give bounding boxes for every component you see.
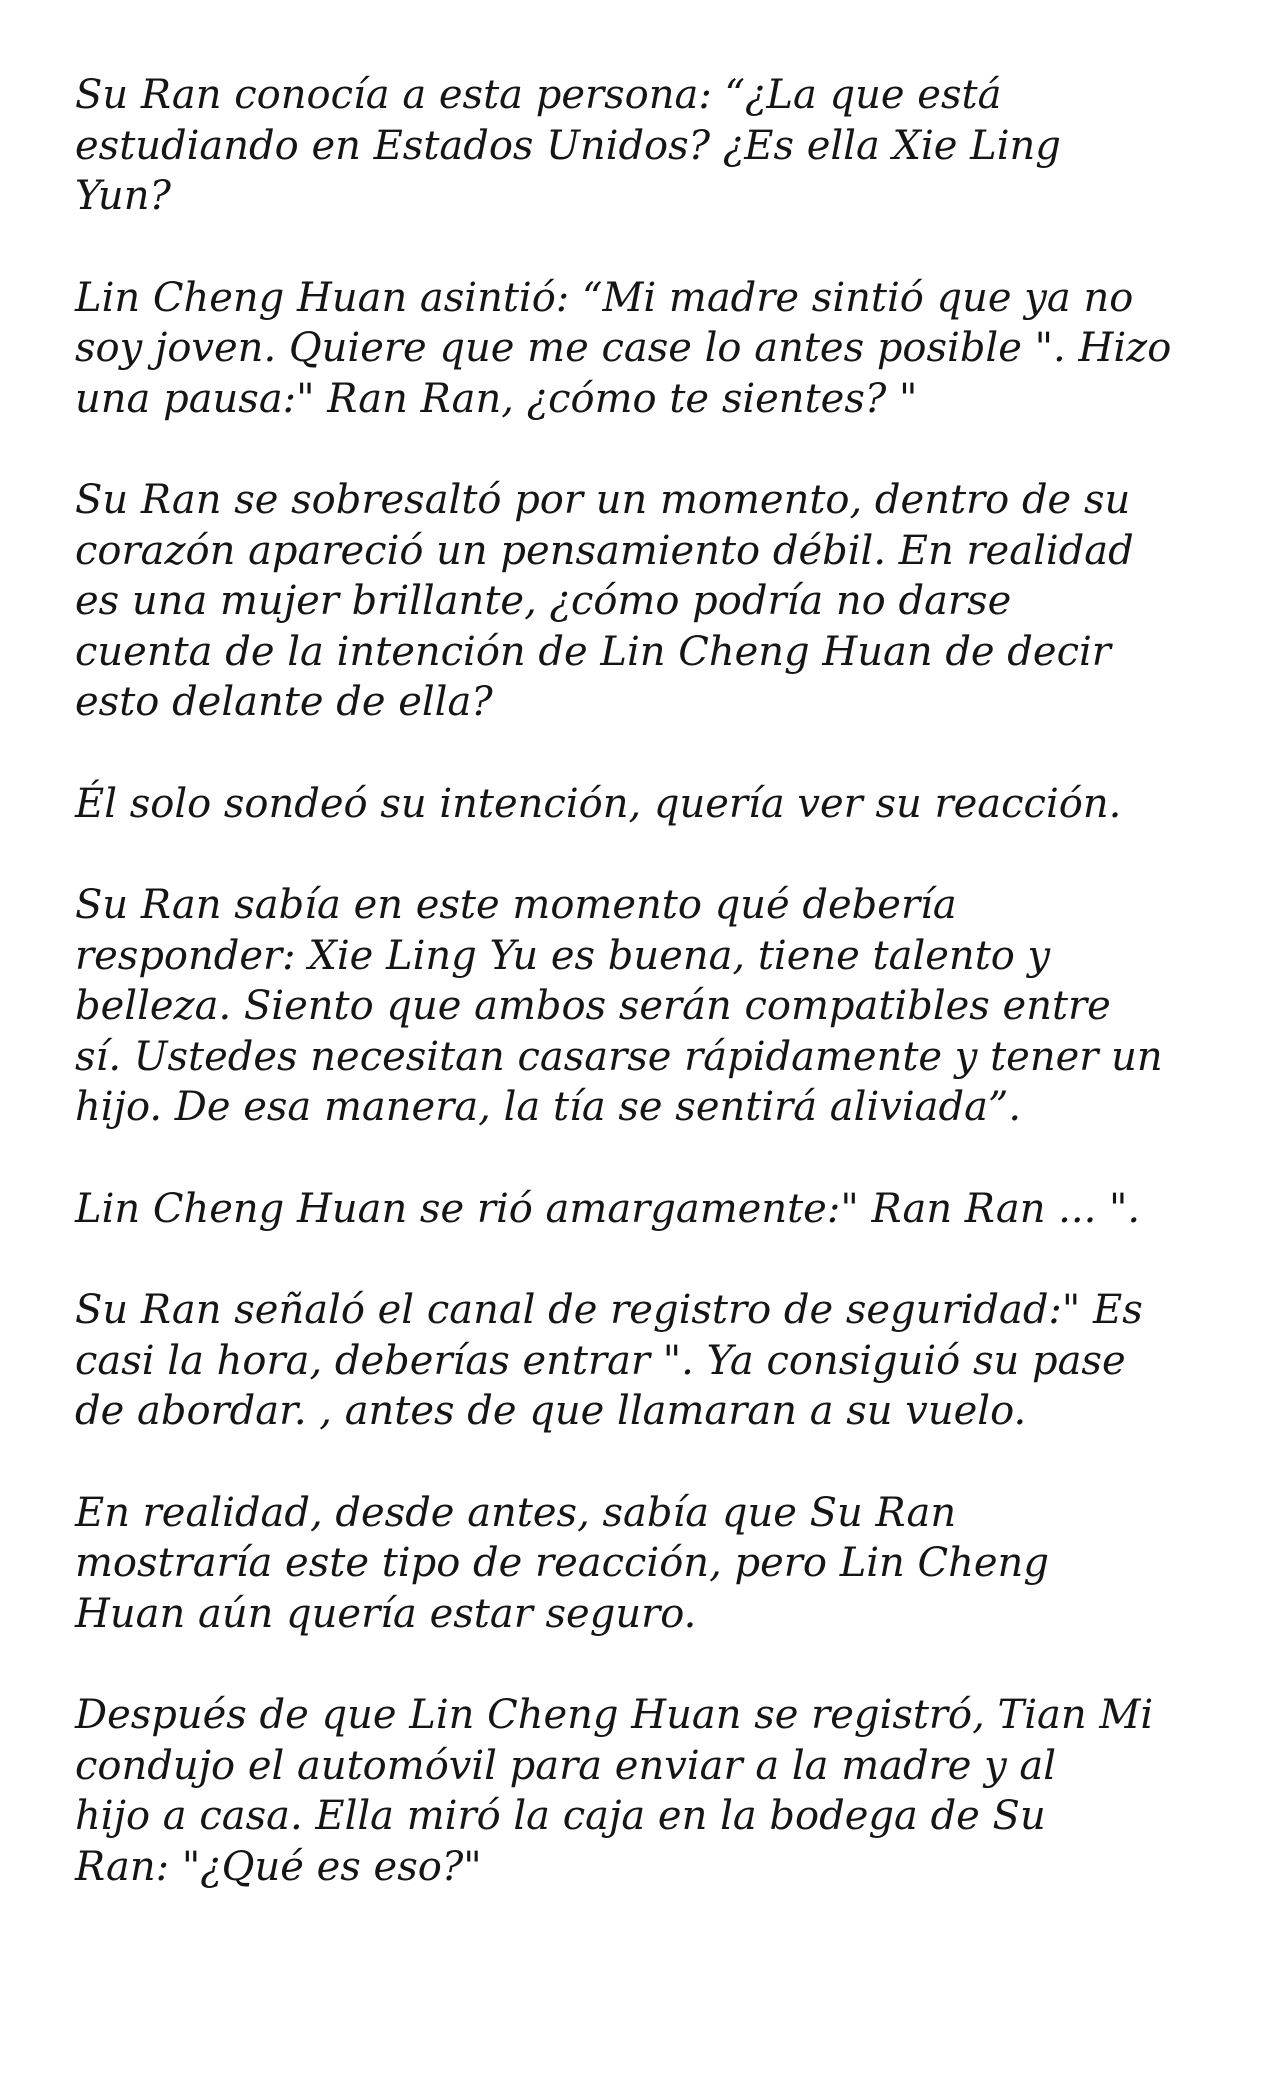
text-line: casi la hora, deberías entrar ". Ya consiguió su pase (75, 1337, 1126, 1384)
paragraph-3 (75, 475, 1225, 728)
paragraph-9 (75, 1690, 1225, 1892)
text-line: responder: Xie Ling Yu es buena, tiene talento y (75, 932, 1051, 979)
text-line: cuenta de la intención de Lin Cheng Huan de decir (75, 628, 1111, 675)
document-page (75, 70, 1225, 1943)
text-line: En realidad, desde antes, sabía que Su Ran (75, 1489, 957, 1536)
paragraph-2 (75, 273, 1225, 425)
text-line: Su Ran sabía en este momento qué debería (75, 882, 957, 928)
text-line: hijo. De esa manera, la tía se sentirá aliviada”. (75, 1084, 1022, 1130)
paragraph-6 (75, 1184, 1225, 1235)
text-line: hijo a casa. Ella miró la caja en la bodega de Su (75, 1793, 1046, 1839)
text-line: Su Ran conocía a esta persona: “¿La que está (75, 72, 1002, 118)
text-line: mostraría este tipo de reacción, pero Lin Cheng (75, 1540, 1049, 1586)
text-line: Después de que Lin Cheng Huan se registró, Tian Mi (75, 1692, 1154, 1738)
text-line: esto delante de ella? (75, 679, 493, 725)
text-line: Su Ran señaló el canal de registro de seguridad:" Es (75, 1287, 1143, 1333)
text-line: Ran: "¿Qué es eso?" (75, 1843, 482, 1890)
text-line: es una mujer brillante, ¿cómo podría no darse (75, 578, 1012, 624)
text-line: sí. Ustedes necesitan casarse rápidamente y tener un (75, 1033, 1163, 1080)
text-line: Él solo sondeó su intención, quería ver su reacción. (75, 780, 1122, 827)
text-line: estudiando en Estados Unidos? ¿Es ella Xie Ling (75, 122, 1061, 169)
text-line: Huan aún quería estar seguro. (75, 1590, 697, 1637)
text-line: condujo el automóvil para enviar a la madre y al (75, 1742, 1057, 1789)
text-line: Lin Cheng Huan asintió: “Mi madre sintió que ya no (75, 274, 1134, 321)
text-line: de abordar. , antes de que llamaran a su vuelo. (75, 1388, 1027, 1434)
text-line: una pausa:" Ran Ran, ¿cómo te sientes? " (75, 375, 918, 422)
paragraph-4 (75, 779, 1225, 830)
text-line: belleza. Siento que ambos serán compatibles entre (75, 983, 1111, 1029)
text-line: soy joven. Quiere que me case lo antes posible ". Hizo (75, 325, 1172, 371)
text-line: corazón apareció un pensamiento débil. En realidad (75, 527, 1134, 574)
text-line: Lin Cheng Huan se rió amargamente:" Ran Ran ... ". (75, 1185, 1141, 1232)
paragraph-5 (75, 880, 1225, 1133)
text-line: Su Ran se sobresaltó por un momento, dentro de su (75, 477, 1131, 523)
paragraph-8 (75, 1488, 1225, 1640)
paragraph-7 (75, 1285, 1225, 1437)
paragraph-1 (75, 70, 1225, 222)
text-line: Yun? (75, 173, 171, 219)
